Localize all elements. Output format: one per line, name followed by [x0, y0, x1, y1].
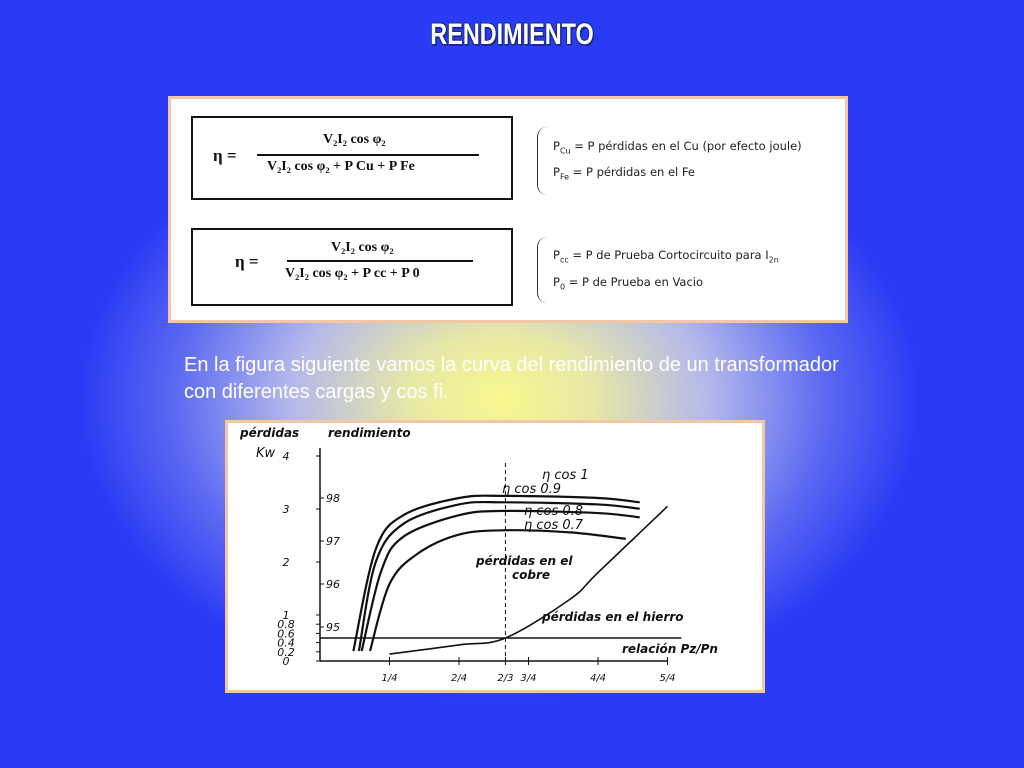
formula-1-denominator: V₂I₂ cos φ₂ + P Cu + P Fe [267, 159, 415, 174]
left-axis-title: pérdidas [240, 426, 300, 440]
efficiency-chart-panel [225, 420, 765, 693]
slide-title: RENDIMIENTO [430, 18, 594, 51]
x-tick-label: 3/4 [520, 673, 537, 684]
formula-2-denominator: V₂I₂ cos φ₂ + P cc + P 0 [285, 266, 420, 281]
series-label-cos08: η cos 0.8 [524, 504, 584, 519]
formula-panel [168, 96, 848, 323]
loss-tick-label: 4 [282, 450, 290, 463]
loss-tick-label: 0 [282, 655, 290, 668]
right-axis-title: rendimiento [328, 426, 411, 440]
x-tick-label: 2/3 [497, 673, 514, 684]
efficiency-curve [370, 530, 626, 651]
series-label-cos07: η cos 0.7 [524, 518, 584, 533]
copper-label-line2: cobre [512, 568, 551, 582]
series-label-cos1: η cos 1 [542, 468, 589, 483]
efficiency-curve [362, 511, 640, 651]
definition-p0: $P_0 = P$ de Prueba en Vacio [553, 275, 704, 292]
iron-label: pérdidas en el hierro [542, 610, 684, 624]
definition-pfe: $P_{Fe} = P$ pérdidas en el Fe [553, 165, 695, 182]
eta-label: η = [213, 146, 237, 165]
efficiency-chart [228, 423, 762, 690]
formula-box-1 [191, 116, 513, 200]
x-axis-label: relación Pz/Pn [622, 642, 718, 656]
brace [537, 237, 548, 303]
fraction-line [257, 154, 479, 156]
loss-tick-label: 0.4 [277, 636, 295, 650]
loss-tick-label: 1 [282, 609, 290, 622]
x-tick-label: 1/4 [381, 673, 398, 684]
formula-2-numerator: V₂I₂ cos φ₂ [331, 240, 394, 255]
loss-tick-label: 0.2 [277, 645, 295, 659]
loss-tick-label: 0.8 [277, 618, 295, 632]
brace [537, 127, 548, 195]
fraction-line [287, 260, 473, 262]
loss-tick-label: 2 [282, 556, 290, 569]
efficiency-curve [359, 502, 640, 651]
efficiency-tick-label: 98 [326, 492, 340, 505]
eta-label: η = [235, 252, 259, 271]
caption-text: En la figura siguiente vamos la curva del rendimiento de un transformador con diferentes cargas y cos fi. [184, 354, 839, 403]
series-label-cos09: η cos 0.9 [502, 482, 562, 497]
x-tick-label: 4/4 [589, 673, 607, 684]
efficiency-tick-label: 97 [326, 535, 340, 548]
loss-tick-label: 0.6 [277, 627, 295, 641]
formula-1-numerator: V₂I₂ cos φ₂ [323, 132, 386, 147]
definition-pcu: $P_{Cu} = P$ pérdidas en el Cu (por efecto joule) [553, 139, 802, 156]
efficiency-tick-label: 96 [326, 578, 340, 591]
left-axis-unit: Kw [256, 446, 276, 461]
x-tick-label: 5/4 [659, 673, 676, 684]
x-tick-label: 2/4 [450, 673, 468, 684]
definition-pcc: $P_{cc} = P$ de Prueba Cortocircuito para $I_{2n}$ [553, 248, 779, 265]
formula-box-2 [191, 228, 513, 306]
loss-tick-label: 3 [282, 503, 290, 516]
efficiency-tick-label: 95 [326, 621, 340, 634]
copper-label-line1: pérdidas en el [476, 554, 573, 568]
